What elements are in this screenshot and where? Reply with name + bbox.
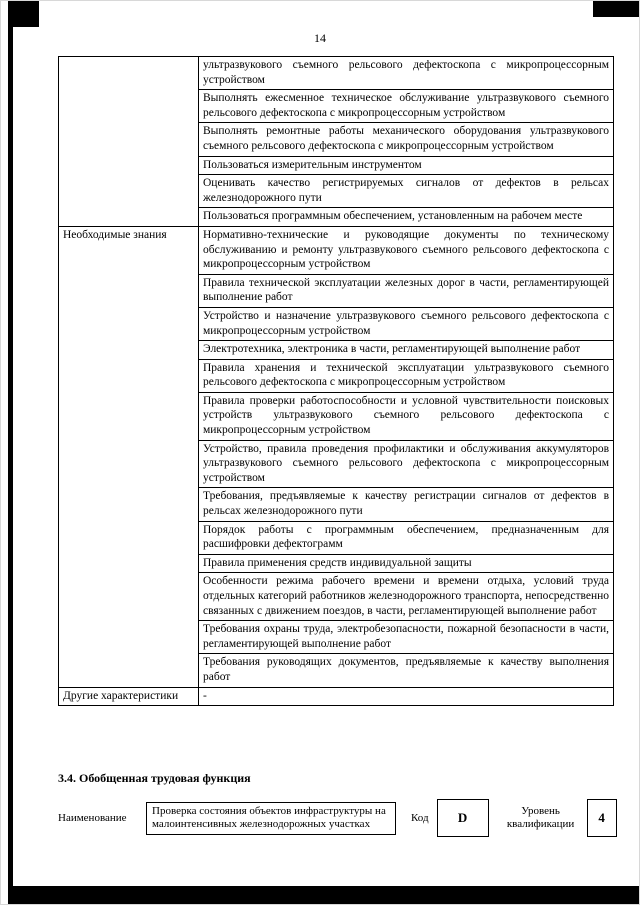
function-code-box: D bbox=[437, 799, 489, 837]
table-cell-item: Пользоваться программным обеспечением, установленным на рабочем месте bbox=[199, 208, 614, 227]
table-cell-item: Требования руководящих документов, предъявляемые к качеству выполнения работ bbox=[199, 654, 614, 687]
table-cell-item: Правила проверки работоспособности и условной чувствительности поисковых устройств ультразвукового съемного рельсового дефектоскопа с микропроцессорным устройством bbox=[199, 392, 614, 440]
table-cell-item: Выполнять ремонтные работы механического оборудования ультразвукового съемного рельсового дефектоскопа с микропроцессорным устройством bbox=[199, 123, 614, 156]
generalized-function-form bbox=[58, 799, 616, 837]
table-cell-item: ультразвукового съемного рельсового дефектоскопа с микропроцессорным устройством bbox=[199, 57, 614, 90]
table-cell-item: Требования охраны труда, электробезопасности, пожарной безопасности в части, регламентирующей выполнение работ bbox=[199, 621, 614, 654]
table-cell-item: Порядок работы с программным обеспечением, предназначенным для расшифровки дефектограмм bbox=[199, 521, 614, 554]
table-cell-label: Другие характеристики bbox=[59, 687, 199, 706]
table-cell-item: Требования, предъявляемые к качеству регистрации сигналов от дефектов в рельсах железнодорожного пути bbox=[199, 488, 614, 521]
qualification-level-box: 4 bbox=[587, 799, 617, 837]
table-cell-item: - bbox=[199, 687, 614, 706]
requirements-table bbox=[58, 56, 614, 706]
scan-corner-top-right bbox=[593, 1, 639, 17]
name-label: Наименование bbox=[58, 811, 127, 824]
scan-edge-bottom bbox=[8, 886, 639, 904]
table-cell-item: Электротехника, электроника в части, регламентирующей выполнение работ bbox=[199, 341, 614, 360]
table-cell-item: Нормативно-технические и руководящие документы по техническому обслуживанию и ремонту ультразвукового съемного рельсового дефектоскопа с микропроцессорным устройством bbox=[199, 226, 614, 274]
section-heading: 3.4. Обобщенная трудовая функция bbox=[58, 771, 251, 785]
page-number: 14 bbox=[314, 31, 326, 45]
function-name-box: Проверка состояния объектов инфраструктуры на малоинтенсивных железнодорожных участках bbox=[146, 802, 396, 835]
table-row bbox=[59, 226, 614, 274]
scan-edge-left bbox=[8, 1, 13, 904]
table-row bbox=[59, 57, 614, 90]
table-cell-item: Оценивать качество регистрируемых сигналов от дефектов в рельсах железнодорожного пути bbox=[199, 175, 614, 208]
table-cell-label: Необходимые знания bbox=[59, 226, 199, 687]
table-cell-label bbox=[59, 57, 199, 227]
scan-corner-top-left bbox=[8, 1, 39, 27]
code-label: Код bbox=[411, 811, 429, 824]
table-cell-item: Правила применения средств индивидуальной защиты bbox=[199, 554, 614, 573]
table-cell-item: Пользоваться измерительным инструментом bbox=[199, 156, 614, 175]
qualification-level-label: Уровень квалификации bbox=[506, 805, 575, 830]
table-cell-item: Устройство, правила проведения профилактики и обслуживания аккумуляторов ультразвукового съемного рельсового дефектоскопа с микропроцессорным устройством bbox=[199, 440, 614, 488]
table-cell-item: Выполнять ежесменное техническое обслуживание ультразвукового съемного рельсового дефектоскопа с микропроцессорным устройством bbox=[199, 90, 614, 123]
table-row bbox=[59, 687, 614, 706]
table-cell-item: Устройство и назначение ультразвукового съемного рельсового дефектоскопа с микропроцессорным устройством bbox=[199, 307, 614, 340]
table-cell-item: Особенности режима рабочего времени и времени отдыха, условий труда отдельных категорий работников железнодорожного транспорта, непосредственно связанных с движением поездов, в части, регламентирующей выполнение работ bbox=[199, 573, 614, 621]
table-cell-item: Правила хранения и технической эксплуатации ультразвукового съемного рельсового дефектоскопа с микропроцессорным устройством bbox=[199, 359, 614, 392]
table-cell-item: Правила технической эксплуатации железных дорог в части, регламентирующей выполнение работ bbox=[199, 274, 614, 307]
